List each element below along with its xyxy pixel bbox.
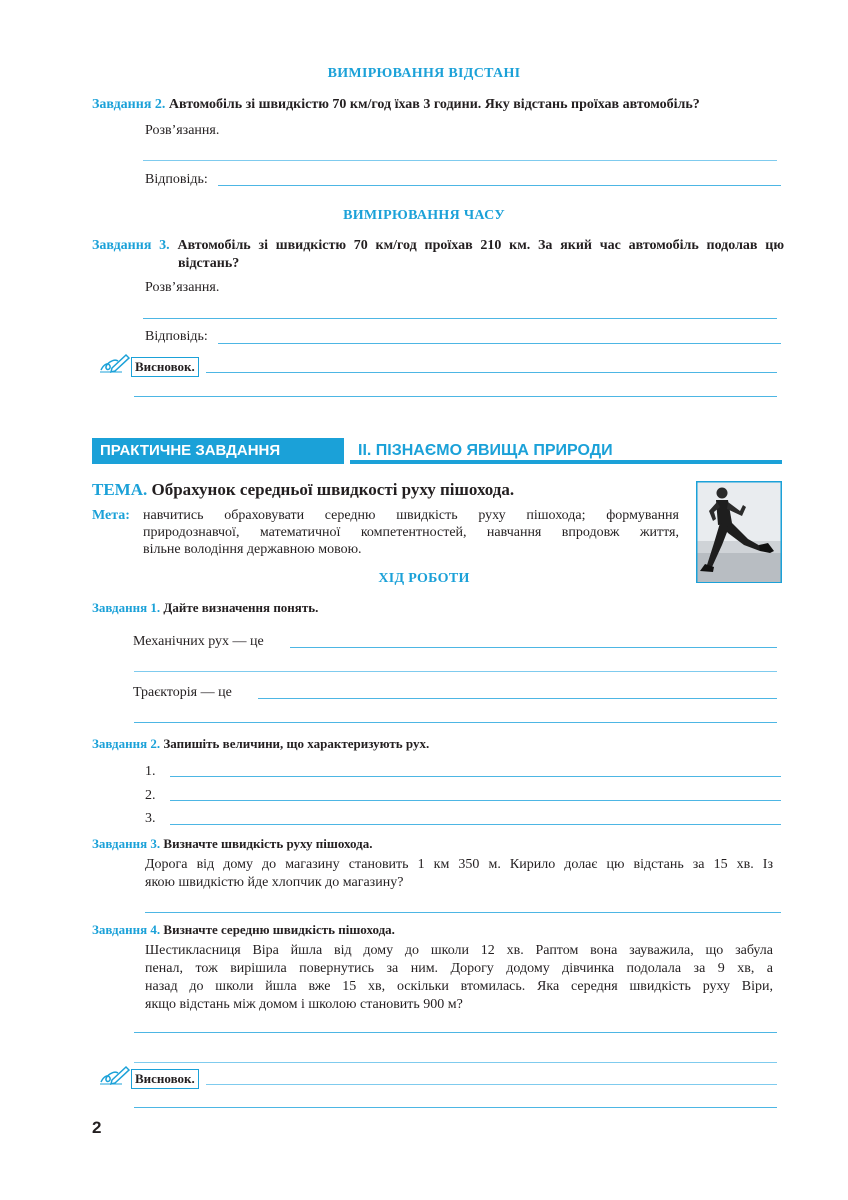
- task-label: Завдання 2.: [92, 736, 161, 751]
- goal-line: навчитись обраховувати середню швидкість руху пішохода; формування: [143, 508, 679, 523]
- task-label: Завдання 3.: [92, 836, 161, 851]
- conclusion-line[interactable]: [206, 1084, 777, 1085]
- task-body-line: Дорога від дому до магазину становить 1 км 350 м. Кирило долає цю відстань за 15 хв. Із: [145, 857, 773, 872]
- goal-line: природознавчої, математичної компетентностей, навчання впродовж життя,: [143, 525, 679, 540]
- task-text: Автомобіль зі швидкістю 70 км/год їхав 3 години. Яку відстань проїхав автомобіль?: [168, 97, 700, 112]
- pen-writing-icon: [98, 352, 130, 374]
- task-text: Визначте швидкість руху пішохода.: [163, 836, 373, 851]
- task-label: Завдання 1.: [92, 600, 161, 615]
- topic-label: ТЕМА.: [92, 480, 148, 499]
- task-label: Завдання 3.: [92, 238, 170, 253]
- task-text: Визначте середню швидкість пішохода.: [163, 922, 395, 937]
- definition-motion-label: Механічних рух — це: [133, 634, 264, 649]
- conclusion-line[interactable]: [134, 1107, 777, 1108]
- quantity-number-2: 2.: [145, 788, 156, 803]
- task-body-line: якщо відстань між домом і школою становить 900 м?: [145, 997, 463, 1012]
- task-body-line: Шестикласниця Віра йшла від дому до школи 12 хв. Раптом вона зауважила, що забула: [145, 943, 773, 958]
- task-body-line: пенал, тож вирішила повернутись за ним. Дорогу додому дівчинка подолала за 9 хв, а: [145, 961, 773, 976]
- goal-text: [143, 507, 679, 558]
- definition-motion-line-2[interactable]: [134, 671, 777, 672]
- answer-line[interactable]: [218, 343, 781, 344]
- task-body-line: назад до школи йшла вже 15 хв, оскільки втомилась. Яка середня швидкість руху Віри,: [145, 979, 773, 994]
- conclusion-label: Висновок.: [131, 1069, 199, 1089]
- task-4-average-speed: [92, 921, 395, 939]
- definition-motion-line[interactable]: [290, 647, 777, 648]
- definition-trajectory-label: Траєкторія — це: [133, 685, 232, 700]
- task-3-body: [145, 856, 773, 892]
- task-text-line1: Автомобіль зі швидкістю 70 км/год проїхав 210 км. За який час автомобіль подолав цю: [177, 238, 785, 253]
- practical-task-banner: ПРАКТИЧНЕ ЗАВДАННЯ: [92, 438, 344, 464]
- quantity-line-3[interactable]: [170, 824, 781, 825]
- answer-label: Відповідь:: [145, 172, 208, 187]
- conclusion-label: Висновок.: [131, 357, 199, 377]
- conclusion-line[interactable]: [206, 372, 777, 373]
- section-title: ІІ. ПІЗНАЄМО ЯВИЩА ПРИРОДИ: [358, 442, 613, 459]
- task-4-answer-line-2[interactable]: [134, 1062, 777, 1063]
- solution-line[interactable]: [143, 318, 777, 319]
- pen-writing-icon: [98, 1064, 130, 1086]
- solution-label: Розв’язання.: [145, 123, 220, 138]
- solution-label: Розв’язання.: [145, 280, 220, 295]
- answer-label: Відповідь:: [145, 329, 208, 344]
- task-3-time: [92, 237, 784, 273]
- conclusion-line[interactable]: [134, 396, 777, 397]
- section-title-banner: [350, 438, 782, 464]
- task-label: Завдання 2.: [92, 97, 166, 112]
- procedure-heading: ХІД РОБОТИ: [378, 571, 470, 586]
- goal-label: Мета:: [92, 508, 130, 523]
- definition-trajectory-line[interactable]: [258, 698, 777, 699]
- task-2-distance: [92, 96, 792, 114]
- quantity-line-1[interactable]: [170, 776, 781, 777]
- task-3-speed: [92, 835, 372, 853]
- task-4-body: [145, 942, 773, 1014]
- topic: [92, 480, 514, 500]
- task-text: Запишіть величини, що характеризують рух.: [163, 736, 430, 751]
- task-1: [92, 599, 318, 617]
- runner-photo: [696, 481, 782, 583]
- task-body-line: якою швидкістю йде хлопчик до магазину?: [145, 875, 404, 890]
- task-text-line2: відстань?: [178, 256, 240, 271]
- goal-line: вільне володіння державною мовою.: [143, 542, 362, 557]
- quantity-number-1: 1.: [145, 764, 156, 779]
- quantity-line-2[interactable]: [170, 800, 781, 801]
- quantity-number-3: 3.: [145, 811, 156, 826]
- section-heading-distance: ВИМІРЮВАННЯ ВІДСТАНІ: [327, 66, 521, 81]
- answer-line[interactable]: [218, 185, 781, 186]
- page-number: 2: [92, 1118, 102, 1137]
- task-4-answer-line[interactable]: [134, 1032, 777, 1033]
- task-2-quantities: [92, 735, 429, 753]
- task-3-answer-line[interactable]: [145, 912, 781, 913]
- topic-text: Обрахунок середньої швидкості руху пішохода.: [151, 480, 515, 499]
- section-heading-time: ВИМІРЮВАННЯ ЧАСУ: [343, 208, 505, 223]
- solution-line[interactable]: [143, 160, 777, 161]
- task-text: Дайте визначення понять.: [163, 600, 319, 615]
- task-label: Завдання 4.: [92, 922, 161, 937]
- definition-trajectory-line-2[interactable]: [134, 722, 777, 723]
